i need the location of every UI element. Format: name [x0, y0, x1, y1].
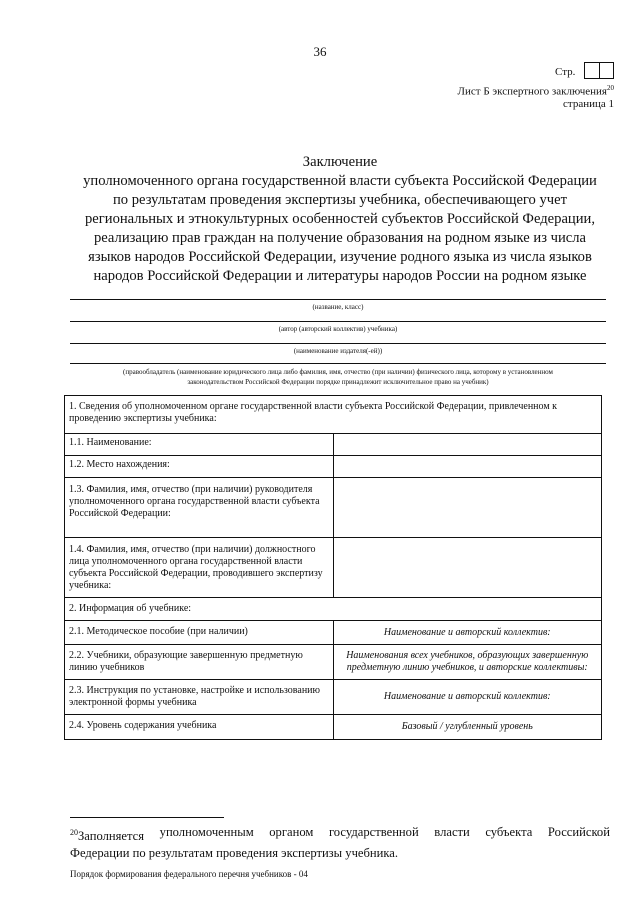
footnote-word-text: Заполняется — [78, 829, 145, 844]
row-label: 1.2. Место нахождения: — [65, 456, 334, 478]
footnote-word: государственной — [328, 825, 419, 839]
section-1-title: 1. Сведения об уполномоченном органе государственной власти субъекта Российской Федерации, привлеченном к проведению экспертизы учебника: — [65, 396, 602, 434]
title-line: реализацию прав граждан на получение образования на родном языке из числа — [93, 230, 586, 246]
row-label: 2.2. Учебники, образующие завершенную предметную линию учебников — [65, 645, 334, 680]
page-label: страница 1 — [563, 98, 614, 110]
footnote-word: Российской — [547, 825, 610, 839]
footnote-word: власти — [434, 825, 470, 839]
table-row — [65, 621, 602, 645]
section-2-title: 2. Информация об учебнике: — [65, 598, 602, 621]
table-row — [65, 478, 602, 538]
footnote-line-2: Федерации по результатам проведения экспертизы учебника. — [70, 846, 399, 861]
textbook-name-line[interactable] — [70, 299, 606, 300]
row-label: 2.4. Уровень содержания учебника — [65, 715, 334, 740]
title-line: народов Российской Федерации и литературы народов России на родном языке — [93, 268, 587, 284]
row-label: 2.1. Методическое пособие (при наличии) — [65, 621, 334, 645]
footnote-line-1 — [70, 824, 610, 845]
rightholder-caption-line: (правообладатель (наименование юридического лица либо фамилия, имя, отчество (при наличии) физического лица, которому в установленном — [123, 368, 553, 376]
table-row — [65, 434, 602, 456]
footer-note: Порядок формирования федерального перечня учебников - 04 — [70, 869, 308, 879]
rightholder-caption — [66, 367, 610, 387]
row-value-cell[interactable]: Базовый / углубленный уровень — [333, 715, 602, 740]
row-value-cell[interactable] — [333, 456, 602, 478]
page-label-str: Стр. — [555, 66, 576, 78]
row-label: 1.4. Фамилия, имя, отчество (при наличии) должностного лица уполномоченного органа государственной власти субъекта Российской Федерации, проводившего экспертизу учебника: — [65, 538, 334, 598]
row-value-cell[interactable]: Наименование и авторский коллектив: — [333, 680, 602, 715]
page-number-box — [584, 62, 614, 79]
footnote-word: субъекта — [485, 825, 533, 839]
publisher-caption: (наименование издателя(-ей)) — [293, 347, 383, 355]
sheet-reference — [458, 84, 614, 98]
row-value-cell[interactable]: Наименование и авторский коллектив: — [333, 621, 602, 645]
title-heading: Заключение — [302, 154, 378, 170]
row-value-cell[interactable] — [333, 538, 602, 598]
document-title — [40, 153, 640, 286]
author-caption: (автор (авторский коллектив) учебника) — [278, 325, 398, 333]
title-line: языков народов Российской Федерации, изучение родного языка из числа языков — [88, 249, 592, 265]
footnote-word: органом — [269, 825, 314, 839]
table-row — [65, 680, 602, 715]
row-value-cell[interactable] — [333, 478, 602, 538]
row-label: 1.3. Фамилия, имя, отчество (при наличии) руководителя уполномоченного органа государственной власти субъекта Российской Федерации: — [65, 478, 334, 538]
row-value-cell[interactable]: Наименования всех учебников, образующих завершенную предметную линию учебников, и авторские коллективы: — [333, 645, 602, 680]
rightholder-caption-line: законодательством Российской Федерации порядке принадлежит исключительное право на учебник) — [187, 378, 489, 386]
title-line: региональных и этнокультурных особенностей субъектов Российской Федерации, — [85, 211, 595, 227]
footnote-word — [70, 824, 144, 845]
footnote-divider — [70, 817, 224, 818]
row-value-cell[interactable] — [333, 434, 602, 456]
publisher-line[interactable] — [70, 343, 606, 344]
footnote-number: 20 — [70, 828, 78, 837]
author-line[interactable] — [70, 321, 606, 322]
section-header — [65, 396, 602, 434]
table-row — [65, 645, 602, 680]
table-row — [65, 538, 602, 598]
section-header — [65, 598, 602, 621]
page-number: 36 — [313, 44, 327, 59]
table-row — [65, 456, 602, 478]
sheet-footnote-ref: 20 — [607, 84, 614, 92]
row-label: 2.3. Инструкция по установке, настройке и использованию электронной формы учебника — [65, 680, 334, 715]
textbook-name-caption: (название, класс) — [312, 303, 364, 311]
row-label: 1.1. Наименование: — [65, 434, 334, 456]
footnote — [70, 824, 610, 862]
title-line: по результатам проведения экспертизы учебника, обеспечивающего учет — [113, 192, 567, 208]
table-row — [65, 715, 602, 740]
title-line: уполномоченного органа государственной власти субъекта Российской Федерации — [83, 173, 597, 189]
sheet-text: Лист Б экспертного заключения — [457, 85, 607, 98]
footnote-word: уполномоченным — [159, 825, 254, 839]
expert-info-table — [64, 395, 602, 740]
rightholder-line[interactable] — [70, 363, 606, 364]
